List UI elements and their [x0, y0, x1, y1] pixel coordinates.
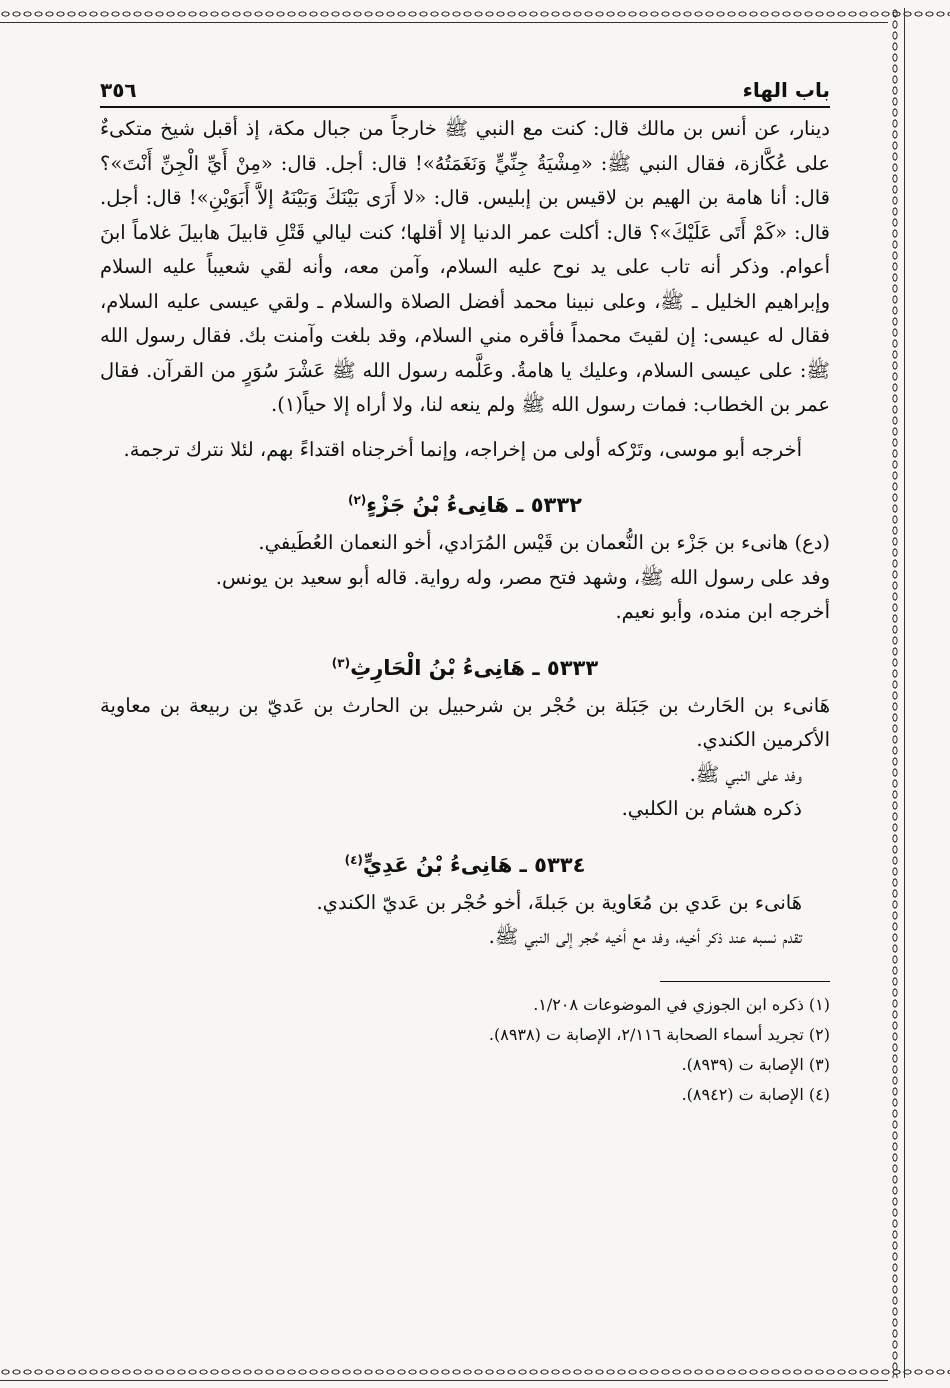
section-title: باب الهاء — [742, 78, 830, 102]
footnote: (٢) تجريد أسماء الصحابة ٢/١١٦، الإصابة ت (٨٩٣٨). — [488, 1024, 830, 1044]
entry-paragraph: (دع) هانىء بن جَزْء بن النُّعمان بن قَيْس المُرَادي، أخو النعمان العُطَيفي. — [258, 531, 830, 554]
entry-paragraph: ذكره هشام بن الكلبي. — [621, 797, 802, 820]
entry-paragraph: وفد على رسول الله ﷺ، وشهد فتح مصر، وله رواية. قاله أبو سعيد بن يونس. — [215, 565, 830, 589]
entry-paragraph: هَانىء بن الحَارث بن جَبَلة بن حُجْر بن شرحبيل بن الحارث بن عَديّ بن ربيعة بن معاوية الأكرمين الكندي. — [100, 693, 830, 751]
entry-paragraph: أخرجه ابن منده، وأبو نعيم. — [615, 600, 830, 623]
continuation-paragraph: أخرجه أبو موسى، وتَرْكه أولى من إخراجه، وإنما أخرجناه اقتداءً بهم، لئلا نترك ترجمة. — [123, 437, 802, 461]
entry-paragraph: تقدم نسبه عند ذكر أخيه، وفد مع أخيه حُجر إلى النبي ﷺ. — [488, 925, 802, 948]
entry-title: ٥٣٣٤ ـ هَانِىءُ بْنُ عَدِيٍّ$^{(٤)}$ — [344, 852, 586, 877]
entry-paragraph: وفد على النبي ﷺ. — [689, 762, 802, 786]
decorative-border-bottom — [0, 1366, 950, 1378]
decorative-border-top — [0, 8, 950, 20]
footnote: (٣) الإصابة ت (٨٩٣٩). — [681, 1054, 830, 1074]
footnote-ref: (٣) — [331, 655, 351, 670]
footnotes — [100, 990, 830, 1110]
footnote: (٤) الإصابة ت (٨٩٤٢). — [681, 1084, 830, 1104]
entry-title: ٥٣٣٣ ـ هَانِىءُ بْنُ الْحَارِثِ$^{(٣)}$ — [331, 655, 599, 680]
book-page — [100, 70, 830, 1330]
footnote-ref: (٢) — [347, 493, 367, 507]
entry-paragraph: هَانىء بن عَدي بن مُعَاوية بن جَبلةَ، أخو حُجْر بن عَديّ الكندي. — [316, 890, 802, 914]
continuation-paragraph: دينار، عن أنس بن مالك قال: كنت مع النبي ﷺ خارجاً من جبال مكة، إذ أقبل شيخ متكىءٌ على عُكَّازة، فقال النبي ﷺ: «مِشْيَةُ جِنِّيٍّ وَنَغَمَتُهُ»! قال: أجل. قال: «مِنْ أَيِّ الْجِنِّ أَنْتَ»؟ قال: أنا هامة بن الهيم بن لاقيس بن إبليس. قال: «لا أَرَى بَيْنَكَ وَبَيْنَهُ إلاَّ أَبَوَيْنِ»! قال: أجل. قال: «كَمْ أَتَى عَلَيْكَ»؟ قال: أكلت عمر الدنيا إلا أقلها؛ كنت ليالي قَتْلِ قابيلَ هابيلَ غلاماً ابنَ أعوام. وذكر أنه تاب على يد نوح عليه السلام، وآمن معه، وأنه لقي شعيباً عليه السلام وإبراهيم الخليل ـ ﷺ، وعلى نبينا محمد أفضل الصلاة والسلام ـ ولقي عيسى عليه السلام، فقال له عيسى: إن لقيتَ محمداً فأقره مني السلام، وقد بلغت وآمنت بك. فقال رسول الله ﷺ: على عيسى السلام، وعليك يا هامةُ. وعَلَّمه رسول الله ﷺ عَشْرَ سُوَرٍ من القرآن. فقال عمر بن الخطاب: فمات رسول الله ﷺ ولم ينعه لنا، ولا أراه إلا حياً(١). — [100, 117, 830, 416]
entry-title: ٥٣٣٢ ـ هَانِىءُ بْنُ جَزْءٍ$^{(٢)}$ — [347, 493, 583, 517]
page-header — [100, 70, 830, 108]
decorative-border-right — [888, 8, 902, 1378]
footnote-ref: (٤) — [344, 852, 363, 867]
footnote-divider — [660, 981, 830, 982]
footnote: (١) ذكره ابن الجوزي في الموضوعات ١/٢٠٨. — [533, 994, 830, 1014]
page-number: ٣٥٦ — [100, 78, 137, 102]
main-text — [100, 112, 830, 955]
